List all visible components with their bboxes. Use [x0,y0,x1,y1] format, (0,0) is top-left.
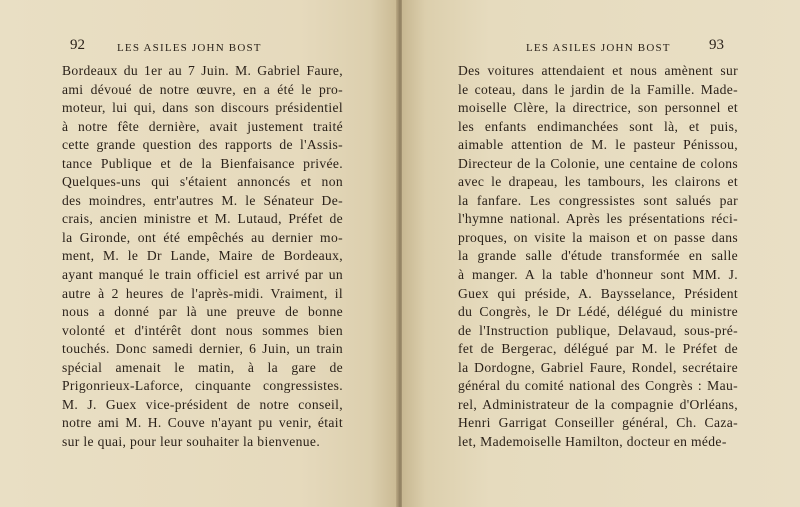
text-line: M. J. Guex vice-président de notre conseil, [62,396,343,412]
text-line: cette grande question des rapports de l'Assis- [62,137,343,153]
text-line: aimable attention de M. le pasteur Pénissou, [458,137,738,153]
text-line: de l'Instruction publique, Delavaud, sous-pré- [458,322,738,338]
text-line: à manger. A la table d'honneur sont MM. J. [458,267,738,283]
text-line: la fanfare. Les congressistes sont salués par [458,192,738,208]
text-line: Prigonrieux-Laforce, cinquante congressistes. [62,378,343,394]
text-line: la Gironde, ont été empêchés au dernier mo- [62,229,343,245]
text-line: touchés. Donc samedi dernier, 6 Juin, un train [62,341,343,357]
left-page-number: 92 [70,37,85,53]
right-page-text [458,62,738,451]
text-line: ayant manqué le train officiel est arrivé par un [62,267,343,283]
text-line: Des voitures attendaient et nous amènent sur [458,63,738,78]
text-line: du Congrès, le Dr Lédé, délégué du ministre [458,304,738,320]
text-line: spécial amenait le matin, à la gare de [62,359,343,375]
text-line: volonté et d'intérêt dont nous sommes bien [62,322,343,338]
right-page-number: 93 [709,37,724,53]
right-running-head: LES ASILES JOHN BOST [526,42,671,54]
text-line: proques, on visite la maison et on passe dans [458,229,738,245]
text-line: Directeur de la Colonie, une centaine de colons [458,155,738,171]
left-running-head: LES ASILES JOHN BOST [117,42,262,54]
text-line: rel, Administrateur de la compagnie d'Orléans, [458,396,738,412]
text-line: moiselle Clère, la directrice, son personnel et [458,100,738,116]
text-line: crais, ancien ministre et M. Lutaud, Préfet de [62,211,343,227]
text-line: Guex qui préside, A. Baysselance, Président [458,285,738,301]
text-line: fet de Bergerac, délégué par M. le Préfet de [458,341,738,357]
text-line: avec le drapeau, les tambours, les clairons et [458,174,738,190]
text-line: sur le quai, pour leur souhaiter la bienvenue. [62,433,321,449]
text-line: let, Mademoiselle Hamilton, docteur en méde- [458,433,727,449]
text-line: le coteau, dans le jardin de la Famille. Made- [458,81,738,97]
text-line: à notre fête dernière, avait justement traité [62,118,343,134]
text-line: Henri Garrigat Conseiller général, Ch. Caza- [458,415,738,431]
text-line: la Dordogne, Gabriel Faure, Rondel, secrétaire [458,359,738,375]
text-line: Quelques-uns qui s'étaient annoncés et non [62,174,343,190]
text-line: moteur, lui qui, dans son discours présidentiel [62,100,343,116]
text-line: la grande salle d'étude transformée en salle [458,248,738,264]
text-line: ami dévoué de notre œuvre, en a été le pro- [62,81,343,97]
text-line: général du comité national des Congrès : Mau- [458,378,738,394]
text-line: des moindres, entr'autres M. le Sénateur De- [62,192,343,208]
text-line: tance Publique et de la Bienfaisance privée. [62,155,343,171]
text-line: autre à 2 heures de l'après-midi. Vraiment, il [62,285,343,301]
text-line: l'hymne national. Après les présentations réci- [458,211,738,227]
text-line: ment, M. le Dr Lande, Maire de Bordeaux, [62,248,343,264]
text-line: les enfants endimanchées sont là, et puis, [458,118,738,134]
text-line: notre ami M. H. Couve n'ayant pu venir, était [62,415,343,431]
left-page-text [62,62,343,451]
text-line: Bordeaux du 1er au 7 Juin. M. Gabriel Faure, [62,63,343,78]
text-line: nous a donné par là une preuve de bonne [62,304,343,320]
